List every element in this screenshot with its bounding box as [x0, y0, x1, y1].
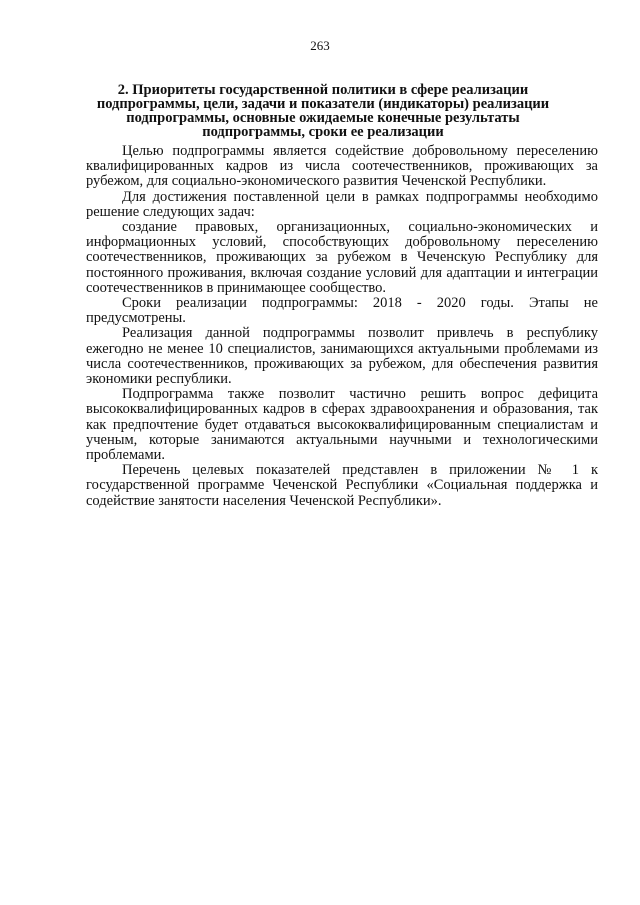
section-heading: [88, 83, 558, 139]
paragraph-expected-results: Реализация данной подпрограммы позволит привлечь в республику ежегодно не менее 10 специалистов, занимающихся актуальными проблемами из числа соотечественников, проживающих за рубежом, для обеспечения развития экономики республики.: [86, 325, 598, 388]
section-heading-line: подпрограммы, основные ожидаемые конечные результаты: [126, 110, 520, 126]
section-heading-line: подпрограммы, цели, задачи и показатели (индикаторы) реализации: [96, 96, 550, 112]
paragraph-goal: Целью подпрограммы является содействие добровольному переселению квалифицированных кадров из числа соотечественников, проживающих за рубежом, для социально-экономического развития Чеченской Республики.: [86, 143, 598, 190]
task-item: создание правовых, организационных, социально-экономических и информационных условий, способствующих добровольному переселению соотечественников, проживающих за рубежом в Чеченскую Республику для постоянного проживания, включая создание условий для адаптации и интеграции соотечественников в принимающее сообщество.: [86, 219, 598, 296]
paragraph-tasks-intro: Для достижения поставленной цели в рамках подпрограммы необходимо решение следующих задач:: [86, 188, 598, 220]
paragraph-staff-deficit: Подпрограмма также позволит частично решить вопрос дефицита высококвалифицированных кадров в сферах здравоохранения и образования, так как предпочтение будет отдаваться высококвалифицированным специалистам и ученым, которые занимаются актуальными научными и технологическими проблемами.: [86, 386, 598, 464]
paragraph-timeline: Сроки реализации подпрограммы: 2018 - 2020 годы. Этапы не предусмотрены.: [86, 295, 598, 327]
section-heading-line: подпрограммы, сроки ее реализации: [202, 124, 444, 140]
section-body: [86, 144, 598, 509]
task-list: [86, 220, 598, 296]
section-heading-line: 2. Приоритеты государственной политики в сфере реализации: [117, 82, 529, 98]
paragraph-indicators: Перечень целевых показателей представлен в приложении № 1 к государственной программе Чеченской Республики «Социальная поддержка и содействие занятости населения Чеченской Республики».: [86, 462, 598, 509]
page-number: 263: [310, 38, 330, 53]
